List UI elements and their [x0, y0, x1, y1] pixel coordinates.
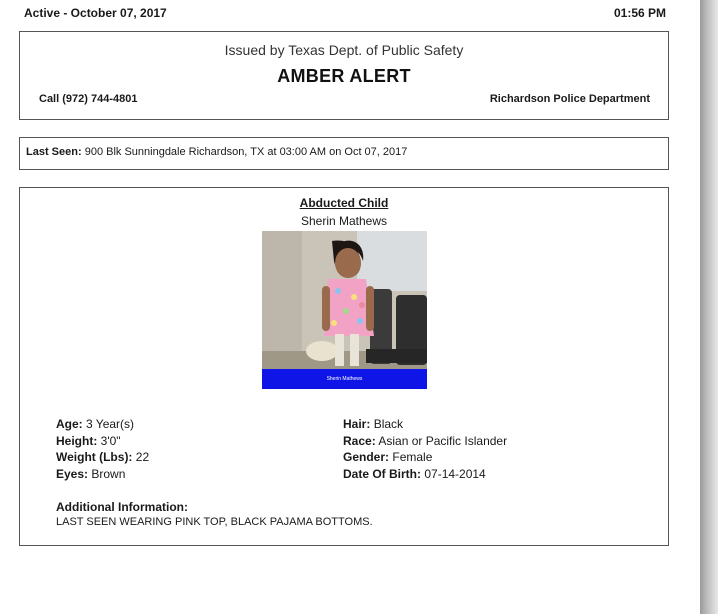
detail-height — [56, 433, 149, 450]
alert-time: 01:56 PM — [613, 6, 666, 20]
detail-value: Black — [373, 417, 404, 431]
detail-label: Race: — [343, 433, 376, 448]
alert-header — [19, 31, 669, 120]
child-photo — [262, 231, 427, 389]
detail-weight — [56, 449, 149, 466]
child-details-box — [19, 187, 669, 546]
detail-label: Eyes: — [56, 466, 89, 481]
detail-value: Brown — [91, 466, 126, 481]
detail-value: 07-14-2014 — [424, 466, 486, 481]
last-seen-label: Last Seen: — [26, 146, 82, 158]
child-photo-image — [262, 231, 427, 389]
page-title: AMBER ALERT — [277, 66, 411, 86]
details-left — [56, 416, 149, 482]
child-name: Sherin Mathews — [300, 214, 388, 228]
detail-eyes — [56, 466, 149, 483]
detail-label: Date Of Birth: — [343, 466, 421, 481]
additional-info-text: LAST SEEN WEARING PINK TOP, BLACK PAJAMA BOTTOMS. — [56, 516, 373, 528]
detail-race — [343, 433, 507, 450]
page-edge-shadow — [700, 0, 718, 614]
detail-age — [56, 416, 149, 433]
detail-value: 3 Year(s) — [86, 417, 135, 431]
department-name: Richardson Police Department — [489, 93, 650, 105]
detail-hair — [343, 416, 507, 433]
detail-label: Weight (Lbs): — [56, 450, 133, 464]
last-seen-value: 900 Blk Sunningdale Richardson, TX at 03:00 AM on Oct 07, 2017 — [84, 146, 408, 158]
issued-by: Issued by Texas Dept. of Public Safety — [224, 42, 464, 58]
detail-value: Asian or Pacific Islander — [378, 433, 508, 448]
detail-value: 22 — [135, 450, 150, 464]
last-seen-line — [26, 146, 407, 158]
detail-value: Female — [392, 450, 433, 464]
detail-gender — [343, 449, 507, 466]
detail-label: Gender: — [343, 450, 390, 464]
detail-value: 3'0" — [100, 433, 121, 448]
detail-dob — [343, 466, 507, 483]
detail-label: Age: — [56, 417, 83, 431]
detail-label: Height: — [56, 433, 98, 448]
photo-caption: Sherin Mathews — [262, 369, 427, 389]
detail-label: Hair: — [343, 417, 371, 431]
additional-info-label: Additional Information: — [56, 500, 188, 514]
status-bar — [24, 6, 666, 22]
details-right — [343, 416, 507, 482]
alert-status: Active - October 07, 2017 — [24, 6, 167, 20]
last-seen-box — [19, 137, 669, 170]
call-number: Call (972) 744-4801 — [39, 93, 138, 105]
abducted-heading: Abducted Child — [299, 196, 389, 210]
